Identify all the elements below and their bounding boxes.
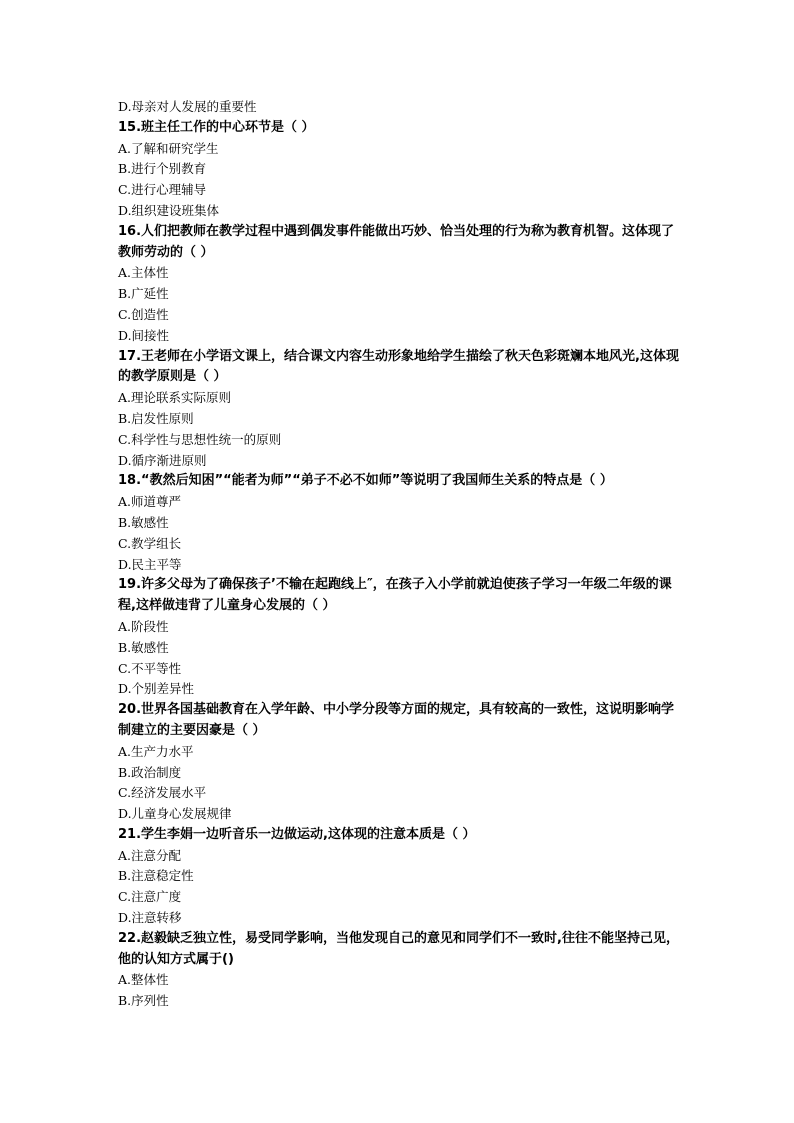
option-line: B.政治制度 <box>118 764 182 780</box>
question-15: 15.班主任工作的中心环节是（ ） <box>118 119 315 135</box>
option-line: A.师道尊严 <box>118 494 182 510</box>
option-line: B.敏感性 <box>118 639 169 655</box>
option-line: B.进行个别教育 <box>118 161 207 177</box>
option-line: D.循序渐进原则 <box>118 452 207 468</box>
question-21: 21.学生李娟一边听音乐一边做运动,这体现的注意本质是（ ） <box>118 826 476 842</box>
option-line: B.广延性 <box>118 286 169 302</box>
option-line: C.创造性 <box>118 306 169 322</box>
option-line: D.儿童身心发展规律 <box>118 806 232 822</box>
option-line: A.生产力水平 <box>118 743 194 759</box>
option-line: B.序列性 <box>118 993 169 1009</box>
option-line: C.经济发展水平 <box>118 785 207 801</box>
question-16: 16.人们把教师在教学过程中遇到偶发事件能做出巧妙、恰当处理的行为称为教育机智。这体现了教师劳动的（ ） <box>118 223 675 260</box>
option-line: C.注意广度 <box>118 889 182 905</box>
option-line: B.启发性原则 <box>118 410 194 426</box>
question-19: 19.许多父母为了确保孩子’不输在起跑线上″，在孩子入小学前就迫使孩子学习一年级二年级的课程,这样做违背了儿童身心发展的（ ） <box>118 577 672 614</box>
option-line: C.教学组长 <box>118 535 182 551</box>
question-17: 17.王老师在小学语文课上，结合课文内容生动形象地给学生描绘了秋天色彩斑斓本地风光,这体现的教学原则是（ ） <box>118 348 679 385</box>
option-line: D.民主平等 <box>118 556 182 572</box>
option-line: D.个别差异性 <box>118 681 195 697</box>
option-line: D.间接性 <box>118 327 170 343</box>
option-line: C.进行心理辅导 <box>118 182 207 198</box>
question-20: 20.世界各国基础教育在入学年龄、中小学分段等方面的规定，具有较高的一致性，这说明影响学制建立的主要因豪是（ ） <box>118 702 675 738</box>
question-list <box>118 97 680 1012</box>
option-line: A.注意分配 <box>118 847 182 863</box>
option-line: B.敏感性 <box>118 514 169 530</box>
option-line: D.注意转移 <box>118 910 182 926</box>
question-22: 22.赵毅缺乏独立性，易受同学影响，当他发现自己的意见和同学们不一致时,往往不能坚持己见，他的认知方式属于() <box>118 930 679 967</box>
option-line: A.阶段性 <box>118 618 169 634</box>
option-line: A.理论联系实际原则 <box>118 390 232 406</box>
option-line: A.主体性 <box>118 265 169 281</box>
option-line: A.整体性 <box>118 972 169 988</box>
option-line: D.组织建设班集体 <box>118 202 220 218</box>
option-line: D.母亲对人发展的重要性 <box>118 99 257 114</box>
option-line: A.了解和研究学生 <box>118 140 219 156</box>
option-line: C.科学性与思想性统一的原则 <box>118 431 282 447</box>
option-line: B.注意稳定性 <box>118 868 194 884</box>
option-line: C.不平等性 <box>118 660 182 676</box>
question-18: 18.“教然后知困”“能者为师”“弟子不必不如师”等说明了我国师生关系的特点是（ ） <box>118 473 613 489</box>
